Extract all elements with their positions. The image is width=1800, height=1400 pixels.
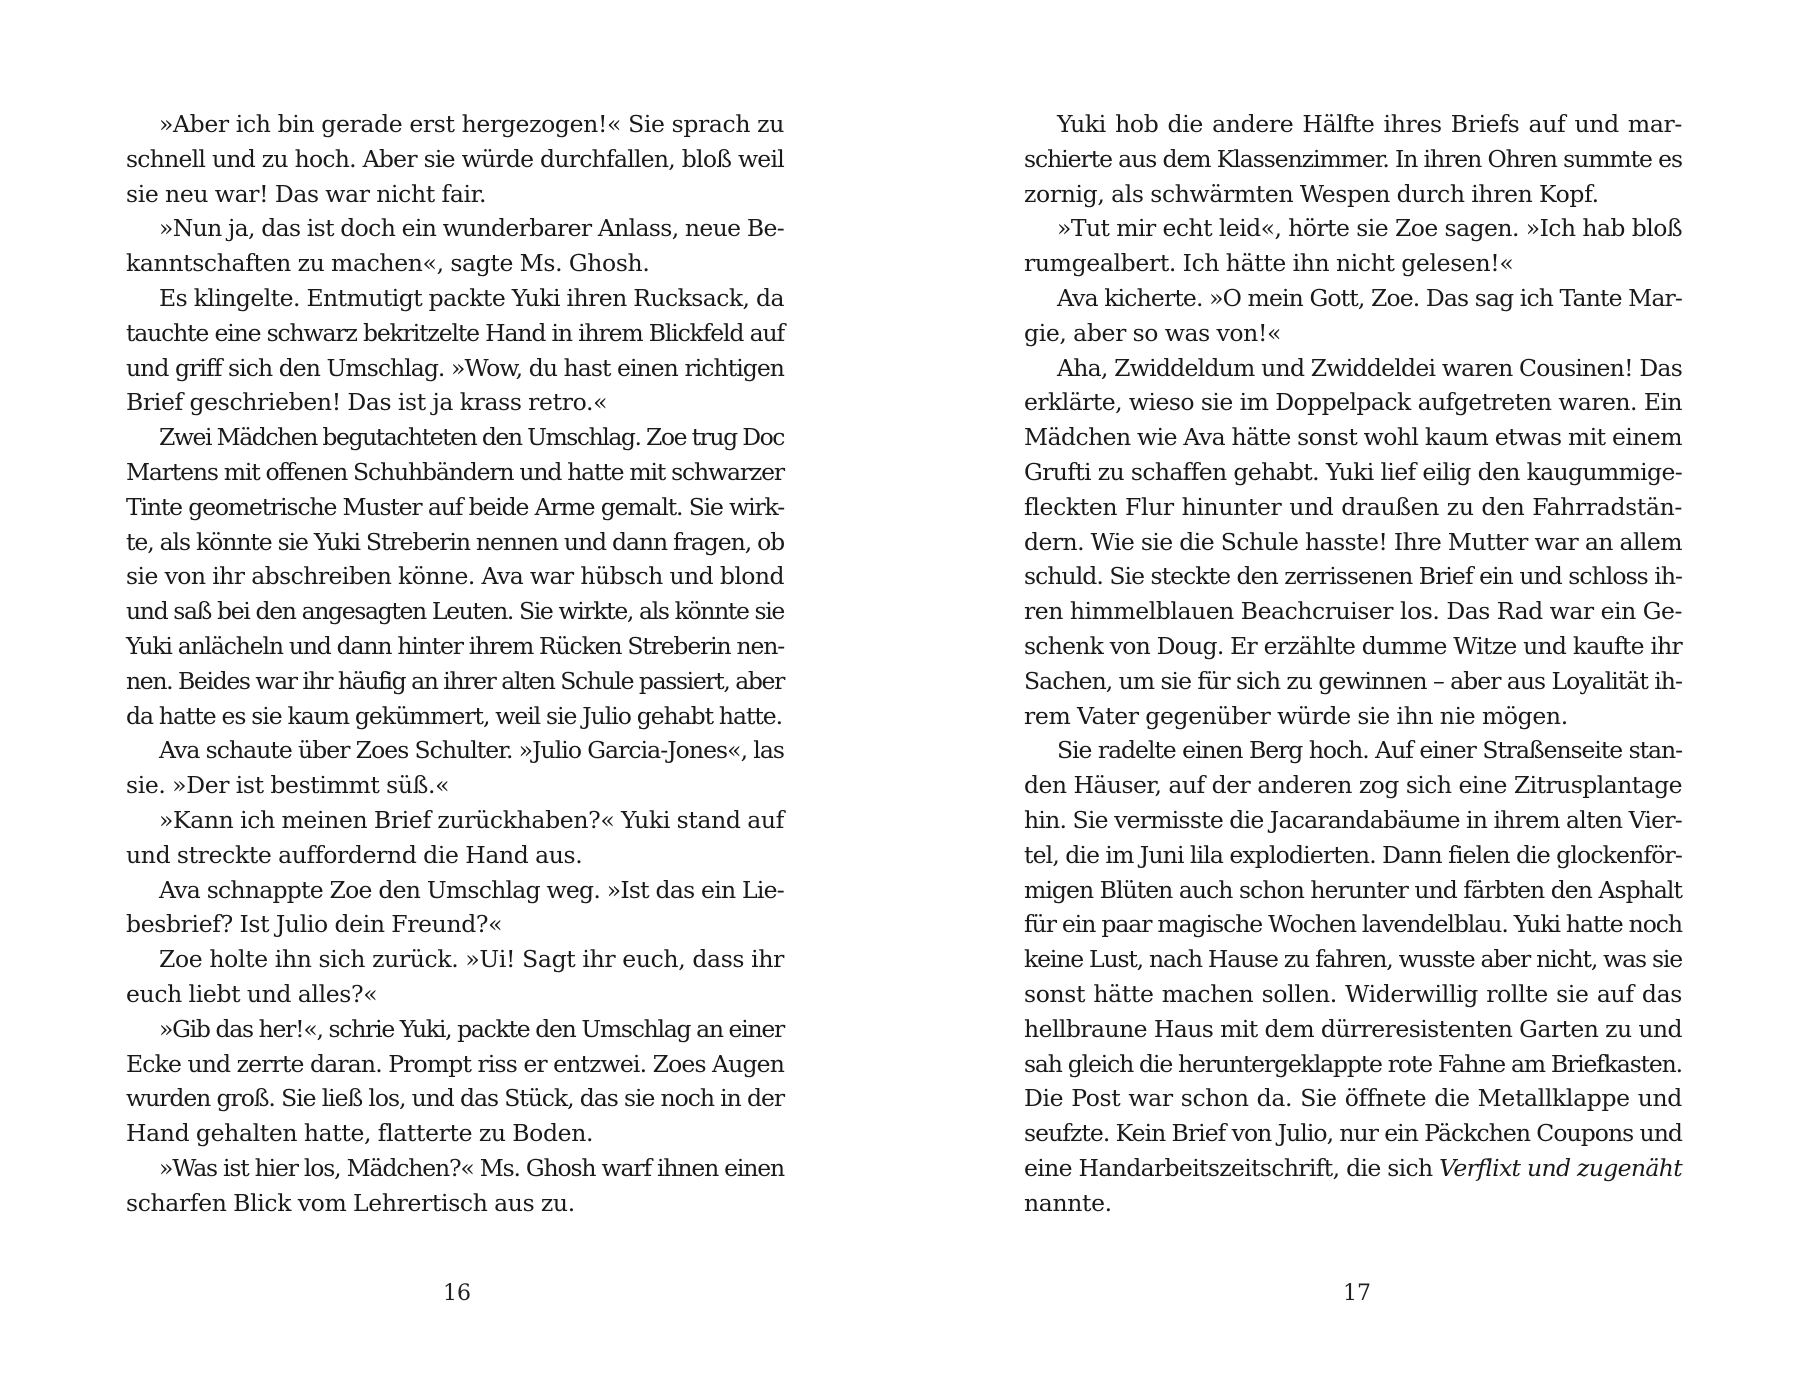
- left-page-text: [126, 107, 784, 1221]
- text-line: Ava schaute über Zoes Schulter. »Julio Garcia-Jones«, las: [159, 736, 784, 765]
- text-line: Zwei Mädchen begutachteten den Umschlag. Zoe trug Doc: [159, 423, 784, 452]
- text-line: [1024, 1151, 1682, 1186]
- text-line: hellbraune Haus mit dem dürreresistenten Garten zu und: [1024, 1014, 1682, 1043]
- text-line: scharfen Blick vom Lehrertisch aus zu.: [126, 1188, 575, 1217]
- text-line: gie, aber so was von!«: [1024, 318, 1282, 347]
- text-line: seufzte. Kein Brief von Julio, nur ein Päckchen Coupons und: [1024, 1119, 1682, 1148]
- text-line: schierte aus dem Klassenzimmer. In ihren Ohren summte es: [1024, 144, 1682, 173]
- text-line: Ava kicherte. »O mein Gott, Zoe. Das sag ich Tante Mar-: [1057, 283, 1682, 312]
- book-title-italic: Verflixt und zugenäht: [1439, 1153, 1682, 1182]
- text-line: den Häuser, auf der anderen zog sich eine Zitrusplantage: [1024, 771, 1682, 800]
- text-line: Zoe holte ihn sich zurück. »Ui! Sagt ihr euch, dass ihr: [159, 945, 784, 974]
- text-line: sie. »Der ist bestimmt süß.«: [126, 771, 450, 800]
- text-line: Aha, Zwiddeldum und Zwiddeldei waren Cousinen! Das: [1057, 353, 1682, 382]
- text-line: erklärte, wieso sie im Doppelpack aufgetreten waren. Ein: [1024, 388, 1682, 417]
- right-page: [900, 0, 1800, 1400]
- text-line: Grufti zu schaffen gehabt. Yuki lief eilig den kaugummige-: [1024, 457, 1682, 486]
- text-line: und saß bei den angesagten Leuten. Sie wirkte, als könnte sie: [126, 597, 784, 626]
- text-line: zornig, als schwärmten Wespen durch ihren Kopf.: [1024, 179, 1599, 208]
- text-segment: eine Handarbeitszeitschrift, die sich: [1024, 1153, 1433, 1182]
- text-line: Tinte geometrische Muster auf beide Arme gemalt. Sie wirk-: [126, 492, 784, 521]
- text-line: sah gleich die heruntergeklappte rote Fahne am Briefkasten.: [1024, 1049, 1682, 1078]
- text-line: Ecke und zerrte daran. Prompt riss er entzwei. Zoes Augen: [126, 1049, 784, 1078]
- text-line: Martens mit offenen Schuhbändern und hatte mit schwarzer: [126, 457, 784, 486]
- text-line: »Nun ja, das ist doch ein wunderbarer Anlass, neue Be-: [159, 214, 784, 243]
- text-line: schnell und zu hoch. Aber sie würde durchfallen, bloß weil: [126, 144, 784, 173]
- text-line: rem Vater gegenüber würde sie ihn nie mögen.: [1024, 701, 1568, 730]
- text-line: rumgealbert. Ich hätte ihn nicht gelesen!«: [1024, 249, 1514, 278]
- page-number: 16: [443, 1281, 471, 1306]
- text-line: sie neu war! Das war nicht fair.: [126, 179, 487, 208]
- text-line: dern. Wie sie die Schule hasste! Ihre Mutter war an allem: [1024, 527, 1682, 556]
- text-line: tauchte eine schwarz bekritzelte Hand in ihrem Blickfeld auf: [126, 318, 784, 347]
- text-line: sonst hätte machen sollen. Widerwillig rollte sie auf das: [1024, 979, 1682, 1008]
- text-line: hin. Sie vermisste die Jacarandabäume in ihrem alten Vier-: [1024, 805, 1682, 834]
- text-line: besbrief? Ist Julio dein Freund?«: [126, 910, 503, 939]
- right-page-text: [1024, 107, 1682, 1221]
- text-line: und streckte auffordernd die Hand aus.: [126, 840, 583, 869]
- page-number: 17: [1343, 1281, 1371, 1306]
- text-line: Sie radelte einen Berg hoch. Auf einer Straßenseite stan-: [1057, 736, 1682, 765]
- text-line: und griff sich den Umschlag. »Wow, du hast einen richtigen: [126, 353, 784, 382]
- text-line: schuld. Sie steckte den zerrissenen Brief ein und schloss ih-: [1024, 562, 1682, 591]
- text-line: nen. Beides war ihr häufig an ihrer alten Schule passiert, aber: [126, 666, 784, 695]
- text-line: Die Post war schon da. Sie öffnete die Metallklappe und: [1024, 1084, 1682, 1113]
- text-line: Mädchen wie Ava hätte sonst wohl kaum etwas mit einem: [1024, 423, 1682, 452]
- text-line: Yuki hob die andere Hälfte ihres Briefs auf und mar-: [1057, 110, 1682, 138]
- text-line: euch liebt und alles?«: [126, 979, 378, 1008]
- text-line: »Kann ich meinen Brief zurückhaben?« Yuki stand auf: [159, 805, 784, 834]
- text-line: Sachen, um sie für sich zu gewinnen – aber aus Loyalität ih-: [1024, 666, 1682, 695]
- text-line: ren himmelblauen Beachcruiser los. Das Rad war ein Ge-: [1024, 597, 1682, 626]
- text-line: Yuki anlächeln und dann hinter ihrem Rücken Streberin nen-: [126, 631, 784, 660]
- text-line: tel, die im Juni lila explodierten. Dann fielen die glockenför-: [1024, 840, 1682, 869]
- text-line: te, als könnte sie Yuki Streberin nennen und dann fragen, ob: [126, 527, 785, 556]
- text-line: schenk von Doug. Er erzählte dumme Witze und kaufte ihr: [1024, 631, 1682, 660]
- text-line: Hand gehalten hatte, flatterte zu Boden.: [126, 1119, 594, 1148]
- text-line: »Tut mir echt leid«, hörte sie Zoe sagen. »Ich hab bloß: [1057, 214, 1682, 243]
- text-line: sie von ihr abschreiben könne. Ava war hübsch und blond: [126, 562, 784, 591]
- text-line: Ava schnappte Zoe den Umschlag weg. »Ist das ein Lie-: [159, 875, 784, 904]
- text-line: migen Blüten auch schon herunter und färbten den Asphalt: [1024, 875, 1682, 904]
- text-line: für ein paar magische Wochen lavendelblau. Yuki hatte noch: [1024, 910, 1682, 939]
- text-line: da hatte es sie kaum gekümmert, weil sie Julio gehabt hatte.: [126, 701, 783, 730]
- text-line: wurden groß. Sie ließ los, und das Stück, das sie noch in der: [126, 1084, 784, 1113]
- text-line: nannte.: [1024, 1188, 1112, 1217]
- text-line: keine Lust, nach Hause zu fahren, wusste aber nicht, was sie: [1024, 945, 1682, 974]
- text-line: fleckten Flur hinunter und draußen zu den Fahrradstän-: [1024, 492, 1682, 521]
- text-line: Es klingelte. Entmutigt packte Yuki ihren Rucksack, da: [159, 283, 784, 312]
- text-line: »Aber ich bin gerade erst hergezogen!« Sie sprach zu: [159, 110, 784, 138]
- text-line: »Gib das her!«, schrie Yuki, packte den Umschlag an einer: [159, 1014, 784, 1043]
- text-line: kanntschaften zu machen«, sagte Ms. Ghosh.: [126, 249, 650, 278]
- text-line: »Was ist hier los, Mädchen?« Ms. Ghosh warf ihnen einen: [159, 1153, 784, 1182]
- text-line: Brief geschrieben! Das ist ja krass retro.«: [126, 388, 608, 417]
